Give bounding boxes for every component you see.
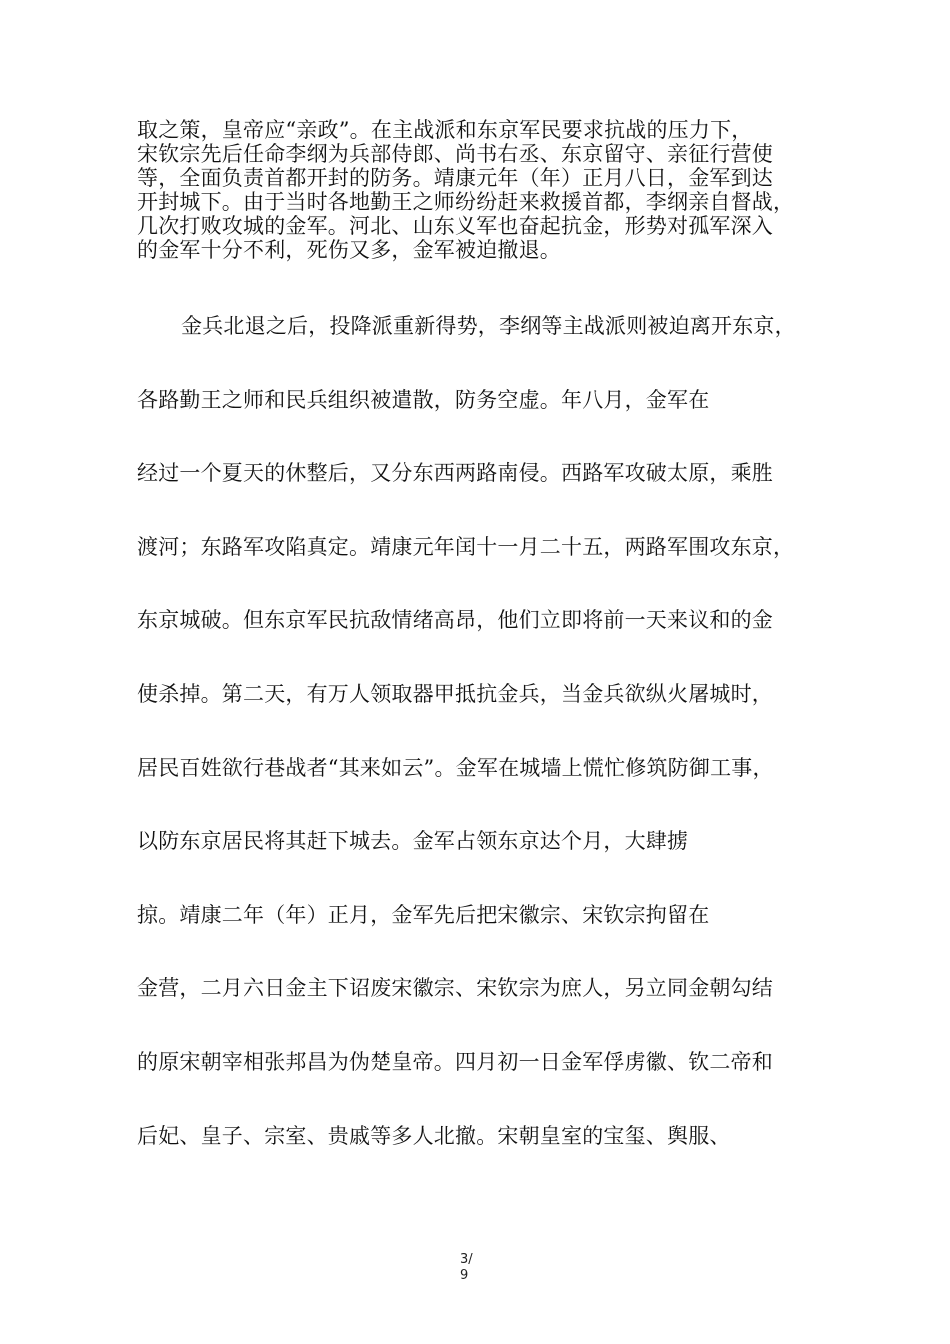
- paragraph-1: [137, 118, 837, 262]
- page-number: [460, 1252, 500, 1284]
- text-line: 东京城破。但东京军民抗敌情绪高昂，他们立即将前一天来议和的金: [137, 608, 773, 633]
- text-line: 居民百姓欲行巷战者“其来如云”。金军在城墙上慌忙修筑防御工事，: [137, 755, 774, 780]
- text-line: 等，全面负责首都开封的防务。靖康元年（年）正月八日，金军到达: [137, 166, 773, 190]
- text-line: 渡河；东路军攻陷真定。靖康元年闰十一月二十五，两路军围攻东京，: [137, 534, 795, 559]
- text-line: 金营，二月六日金主下诏废宋徽宗、宋钦宗为庶人，另立同金朝勾结: [137, 976, 773, 1001]
- text-line: 的金军十分不利，死伤又多，金军被迫撤退。: [137, 238, 561, 262]
- text-line: 取之策，皇帝应“亲政”。在主战派和东京军民要求抗战的压力下，: [137, 118, 753, 142]
- text-line: 以防东京居民将其赶下城去。金军占领东京达个月，大肆掳: [137, 829, 689, 854]
- page-number-total: 9: [460, 1268, 469, 1283]
- paragraph-2: [137, 310, 837, 1193]
- text-line: 各路勤王之师和民兵组织被遣散，防务空虚。年八月，金军在: [137, 387, 710, 412]
- text-line: 宋钦宗先后任命李纲为兵部侍郎、尚书右丞、东京留守、亲征行营使: [137, 142, 773, 166]
- text-line: 金兵北退之后，投降派重新得势，李纲等主战派则被迫离开东京，: [181, 314, 796, 338]
- text-line: 的原宋朝宰相张邦昌为伪楚皇帝。四月初一日金军俘虏徽、钦二帝和: [137, 1049, 773, 1074]
- page-number-current: 3/: [460, 1252, 473, 1267]
- text-line: 使杀掉。第二天，有万人领取器甲抵抗金兵，当金兵欲纵火屠城时，: [137, 681, 773, 706]
- text-line: 掠。靖康二年（年）正月，金军先后把宋徽宗、宋钦宗拘留在: [137, 902, 710, 927]
- text-line: 经过一个夏天的休整后，又分东西两路南侵。西路军攻破太原，乘胜: [137, 461, 773, 486]
- text-line: 后妃、皇子、宗室、贵戚等多人北撤。宋朝皇室的宝玺、舆服、: [137, 1123, 731, 1148]
- text-line: 开封城下。由于当时各地勤王之师纷纷赶来救援首都，李纲亲自督战，: [137, 190, 795, 214]
- text-line: 几次打败攻城的金军。河北、山东义军也奋起抗金，形势对孤军深入: [137, 214, 773, 238]
